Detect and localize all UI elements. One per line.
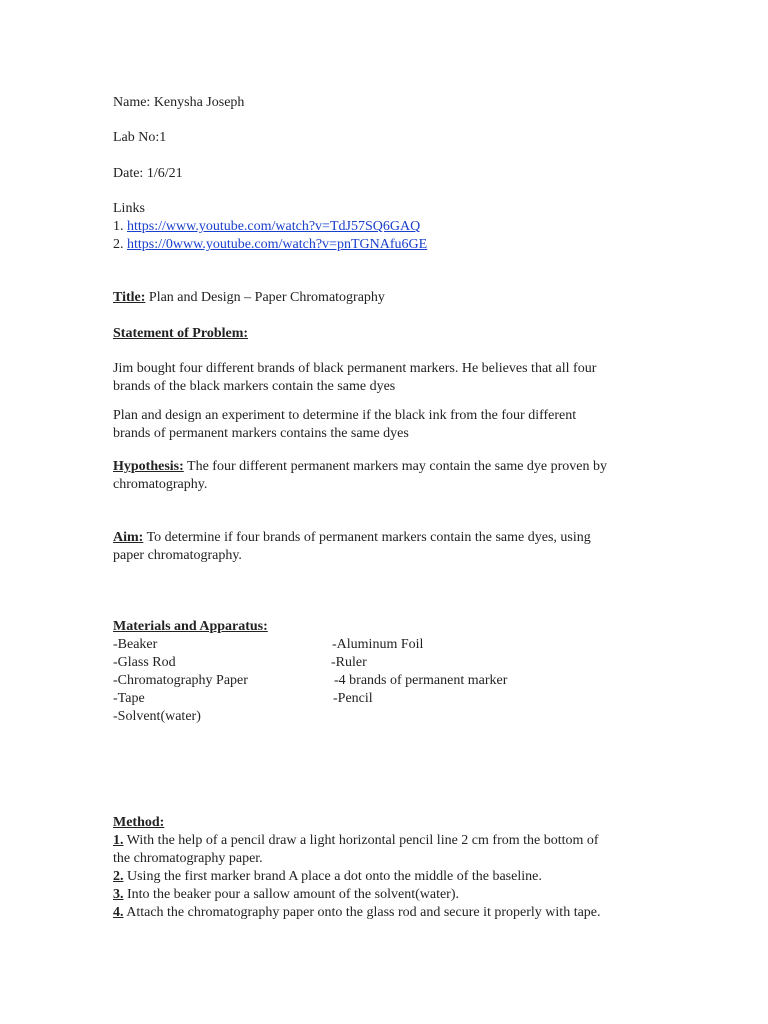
hypothesis-label: Hypothesis: — [113, 459, 184, 474]
aim-label: Aim: — [113, 530, 144, 545]
step-text-2: Using the first marker brand A place a dot onto the middle of the baseline. — [123, 869, 542, 884]
hypothesis-line2: chromatography. — [113, 477, 208, 492]
material-right-4: -Pencil — [333, 691, 373, 706]
method-step-1-line2: the chromatography paper. — [113, 851, 263, 866]
problem-para1-line2: brands of the black markers contain the same dyes — [113, 379, 396, 394]
link-prefix: 2. — [113, 237, 127, 252]
problem-label: Statement of Problem: — [113, 326, 249, 341]
step-number-2: 2. — [113, 869, 124, 884]
method-step-3 — [113, 886, 459, 904]
aim-line1 — [113, 529, 591, 547]
youtube-link-1[interactable]: https://www.youtube.com/watch?v=TdJ57SQ6GAQ — [127, 219, 421, 234]
material-left-4: -Tape — [113, 691, 145, 706]
method-step-4 — [113, 904, 601, 922]
method-step-1-line1 — [113, 832, 599, 850]
step-number-3: 3. — [113, 887, 124, 902]
step-number-1: 1. — [113, 833, 124, 848]
problem-heading — [113, 325, 248, 343]
material-right-1: -Aluminum Foil — [332, 637, 424, 652]
method-label: Method: — [113, 815, 165, 830]
hypothesis-text: The four different permanent markers may contain the same dye proven by — [183, 459, 608, 474]
link-line-1 — [113, 218, 420, 236]
material-right-2: -Ruler — [331, 655, 367, 670]
materials-heading — [113, 618, 268, 636]
aim-text: To determine if four brands of permanent markers contain the same dyes, using — [143, 530, 591, 545]
title-text: Plan and Design – Paper Chromatography — [145, 290, 385, 305]
problem-para2-line1: Plan and design an experiment to determine if the black ink from the four different — [113, 408, 577, 423]
problem-para2-line2: brands of permanent markers contains the same dyes — [113, 426, 409, 441]
lab-number: Lab No:1 — [113, 130, 167, 145]
links-label: Links — [113, 201, 145, 216]
material-left-2: -Glass Rod — [113, 655, 176, 670]
method-heading — [113, 814, 164, 832]
step-text-4: Attach the chromatography paper onto the glass rod and secure it properly with tape. — [123, 905, 601, 920]
materials-label: Materials and Apparatus: — [113, 619, 268, 634]
link-line-2 — [113, 236, 427, 254]
step-number-4: 4. — [113, 905, 124, 920]
youtube-link-2[interactable]: https://0www.youtube.com/watch?v=pnTGNAfu6GE — [127, 237, 428, 252]
title-label: Title: — [113, 290, 146, 305]
link-prefix: 1. — [113, 219, 127, 234]
step-text-3: Into the beaker pour a sallow amount of the solvent(water). — [123, 887, 460, 902]
method-step-2 — [113, 868, 542, 886]
aim-line2: paper chromatography. — [113, 548, 242, 563]
step-text-1: With the help of a pencil draw a light horizontal pencil line 2 cm from the bottom of — [123, 833, 599, 848]
material-left-3: -Chromatography Paper — [113, 673, 248, 688]
hypothesis-line1 — [113, 458, 607, 476]
problem-para1-line1: Jim bought four different brands of black permanent markers. He believes that all four — [113, 361, 597, 376]
material-right-3: -4 brands of permanent marker — [334, 673, 508, 688]
title-line — [113, 289, 385, 307]
material-left-1: -Beaker — [113, 637, 158, 652]
material-left-5: -Solvent(water) — [113, 709, 201, 724]
student-name: Name: Kenysha Joseph — [113, 95, 245, 110]
lab-date: Date: 1/6/21 — [113, 166, 183, 181]
